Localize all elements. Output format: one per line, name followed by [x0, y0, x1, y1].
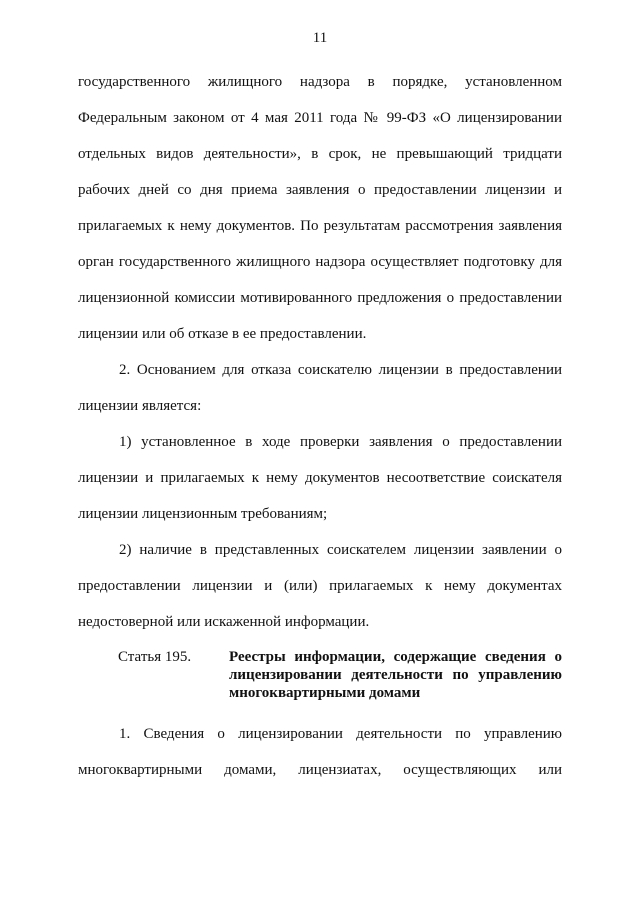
- paragraph-licensing-procedure: государственного жилищного надзора в порядке, установленном Федеральным законом от 4 мая 2011 года № 99-ФЗ «О лицензировании отдельных видов деятельности», в срок, не превышающий тридцати рабочих дней со дня приема заявления о предоставлении лицензии и прилагаемых к нему документов. По результатам рассмотрения заявления орган государственного жилищного надзора осуществляет подготовку для лицензионной комиссии мотивированного предложения о предоставлении лицензии или об отказе в ее предоставлении.: [78, 74, 562, 342]
- article-heading: [78, 648, 562, 702]
- article-title: Реестры информации, содержащие сведения о лицензировании деятельности по управлению многоквартирными домами: [229, 649, 562, 701]
- article-number: Статья 195.: [118, 649, 192, 665]
- page-number: 11: [312, 30, 328, 46]
- paragraph-refusal-grounds: 2. Основанием для отказа соискателю лицензии в предоставлении лицензии является:: [78, 362, 562, 414]
- document-body: [78, 64, 562, 788]
- paragraph-refusal-item-1: 1) установленное в ходе проверки заявления о предоставлении лицензии и прилагаемых к нему документов несоответствие соискателя лицензии лицензионным требованиям;: [78, 434, 562, 522]
- paragraph-refusal-item-2: 2) наличие в представленных соискателем лицензии заявлении о предоставлении лицензии и (или) прилагаемых к нему документах недостоверной или искаженной информации.: [78, 542, 562, 630]
- paragraph-registry-info: 1. Сведения о лицензировании деятельности по управлению многоквартирными домами, лицензиатах, осуществляющих или: [78, 726, 562, 778]
